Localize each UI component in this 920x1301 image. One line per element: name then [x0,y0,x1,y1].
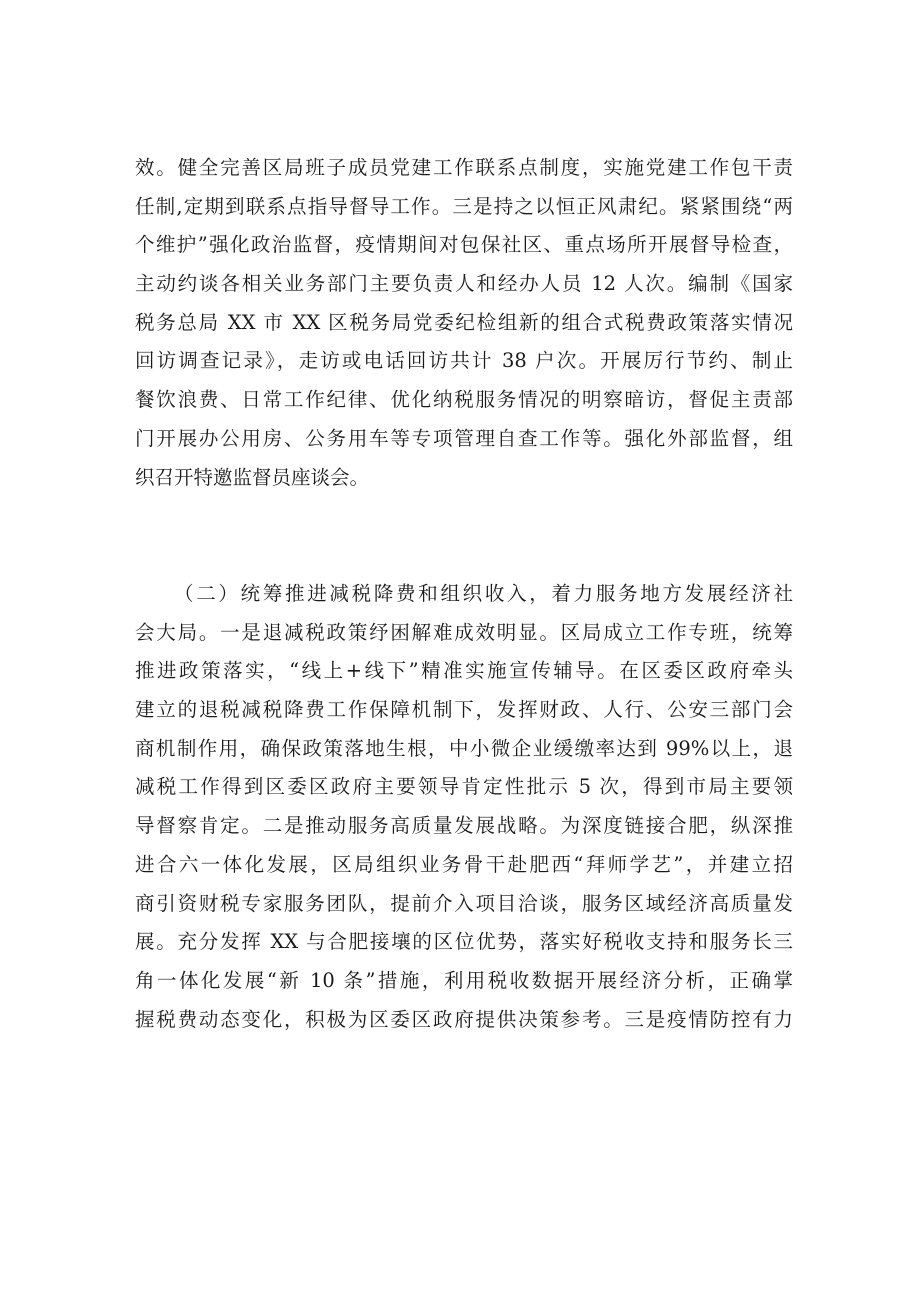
text-line: 角一体化发展“新 10 条”措施，利用税收数据开展经济分析，正确掌 [135,968,793,992]
text-line: 进合六一体化发展，区局组织业务骨干赴肥西“拜师学艺”，并建立招 [135,852,793,876]
text-line: 织召开特邀监督员座谈会。 [135,465,370,489]
text-line: 任制,定期到联系点指导督导工作。三是持之以恒正风肃纪。紧紧围绕“两 [135,194,793,218]
text-line: 个维护”强化政治监督，疫情期间对包保社区、重点场所开展督导检查， [135,233,793,257]
text-line: 主动约谈各相关业务部门主要负责人和经办人员 12 人次。编制《国家 [135,272,793,296]
text-line: 回访调查记录》，走访或电话回访共计 38 户次。开展厉行节约、制止 [135,349,793,373]
text-line: 餐饮浪费、日常工作纪律、优化纳税服务情况的明察暗访，督促主责部 [135,388,793,412]
text-line: 会大局。一是退减税政策纾困解难成效明显。区局成立工作专班，统筹 [135,620,793,644]
text-line: 商引资财税专家服务团队，提前介入项目洽谈，服务区域经济高质量发 [135,891,793,915]
paragraph-1 [135,149,793,497]
text-line: 减税工作得到区委区政府主要领导肯定性批示 5 次，得到市局主要领 [135,775,793,799]
paragraph-2 [135,575,793,1039]
text-line: 门开展办公用房、公务用车等专项管理自查工作等。强化外部监督，组 [135,426,793,450]
text-line: 效。健全完善区局班子成员党建工作联系点制度，实施党建工作包干责 [135,156,793,179]
text-line: 推进政策落实，“线上+线下”精准实施宣传辅导。在区委区政府牵头 [135,659,793,683]
text-line: 商机制作用，确保政策落地生根，中小微企业缓缴率达到 99%以上，退 [135,736,793,760]
section-heading-line: （二）统筹推进减税降费和组织收入，着力服务地方发展经济社 [174,582,793,605]
text-line: 导督察肯定。二是推动服务高质量发展战略。为深度链接合肥，纵深推 [135,814,793,838]
text-line: 握税费动态变化，积极为区委区政府提供决策参考。三是疫情防控有力 [135,1007,793,1031]
text-line: 展。充分发挥 XX 与合肥接壤的区位优势，落实好税收支持和服务长三 [135,930,793,954]
text-line: 建立的退税减税降费工作保障机制下，发挥财政、人行、公安三部门会 [135,698,793,722]
text-line: 税务总局 XX 市 XX 区税务局党委纪检组新的组合式税费政策落实情况 [135,310,793,334]
